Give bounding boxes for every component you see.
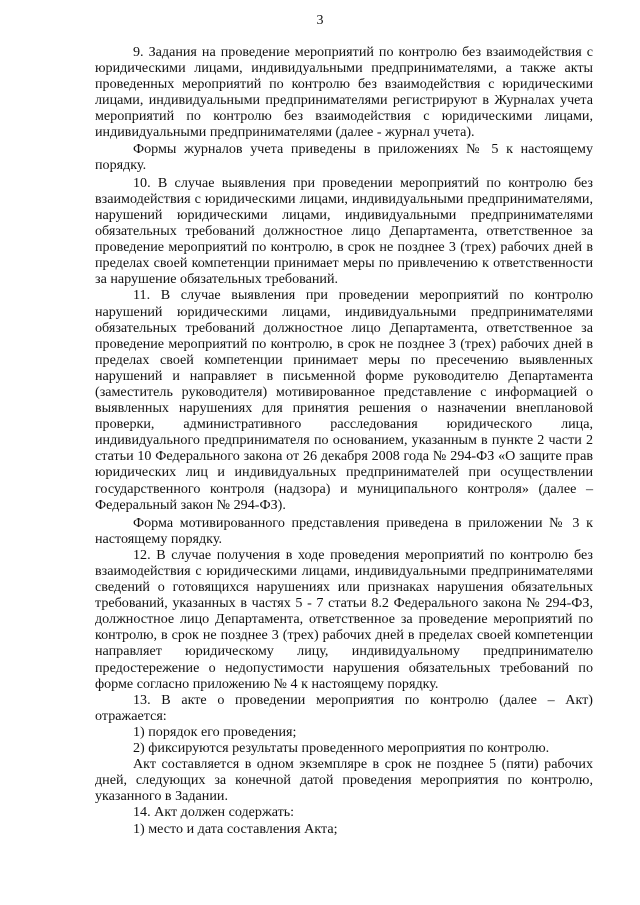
paragraph-13-item-2: 2) фиксируются результаты проведенного мероприятия по контролю. [133,740,550,757]
paragraph-journal-forms: Формы журналов учета приведены в приложениях № 5 к настоящему порядку. [95,140,593,173]
paragraph-motivated-form: Форма мотивированного представления приведена в приложении № 3 к настоящему порядку. [95,514,593,547]
paragraph-act-term: Акт составляется в одном экземпляре в срок не позднее 5 (пяти) рабочих дней, следующих за конечной датой проведения мероприятия по контролю, указанного в Задании. [95,756,593,805]
paragraph-11: 11. В случае выявления при проведении мероприятий по контролю нарушений юридическими лицами, индивидуальными предпринимателями обязательных требований должностное лицо Департамента, ответственное за проведение мероприятий по контролю, в срок не позднее 3 (трех) рабочих дней в пределах своей компетенции принимает меры по пресечению выявленных нарушений и направляет в письменной форме руководителю Департамента (заместитель руководителя) мотивированное представление с информацией о выявленных нарушениях для принятия решения о назначении внеплановой проверки, административного расследования юридического лица, индивидуального предпринимателя по основанием, указанным в пункте 2 части 2 статьи 10 Федерального закона от 26 декабря 2008 года № 294-ФЗ «О защите прав юридических лиц и индивидуальных предпринимателей при осуществлении государственного контроля (надзора) и муниципального контроля» (далее – Федеральный закон № 294-ФЗ). [95,287,593,513]
page-number: 3 [316,13,324,28]
paragraph-14: 14. Акт должен содержать: [133,804,295,821]
paragraph-13-item-1: 1) порядок его проведения; [133,723,297,740]
paragraph-13: 13. В акте о проведении мероприятия по контролю (далее – Акт) отражается: [95,691,593,724]
paragraph-14-item-1: 1) место и дата составления Акта; [133,820,338,837]
paragraph-12: 12. В случае получения в ходе проведения мероприятий по контролю без взаимодействия с юридическими лицами, индивидуальными предпринимателями сведений о готовящихся нарушениях или признаках нарушения обязательных требований, указанных в частях 5 - 7 статьи 8.2 Федерального закона № 294-ФЗ, должностное лицо Департамента, ответственное за проведение мероприятий по контролю, в срок не позднее 3 (трех) рабочих дней в пределах своей компетенции направляет юридическому лицу, индивидуальному предпринимателю предостережение о недопустимости нарушения обязательных требований по форме согласно приложению № 4 к настоящему порядку. [95,546,593,692]
document-body [95,44,593,837]
paragraph-9: 9. Задания на проведение мероприятий по контролю без взаимодействия с юридическими лицами, индивидуальными предпринимателями, а также акты проведенных мероприятий по контролю без взаимодействия с юридическими лицами, индивидуальными предпринимателями регистрируют в Журналах учета мероприятий по контролю без взаимодействия с юридическими лицами, индивидуальными предпринимателями (далее - журнал учета). [95,44,593,141]
paragraph-10: 10. В случае выявления при проведении мероприятий по контролю без взаимодействия с юридическими лицами, индивидуальными предпринимателями, нарушений юридическими лицами, индивидуальными предпринимателями обязательных требований должностное лицо Департамента, ответственное за проведение мероприятий по контролю, в срок не позднее 3 (трех) рабочих дней в пределах своей компетенции принимает меры по привлечению к ответственности за нарушение обязательных требований. [95,174,593,288]
